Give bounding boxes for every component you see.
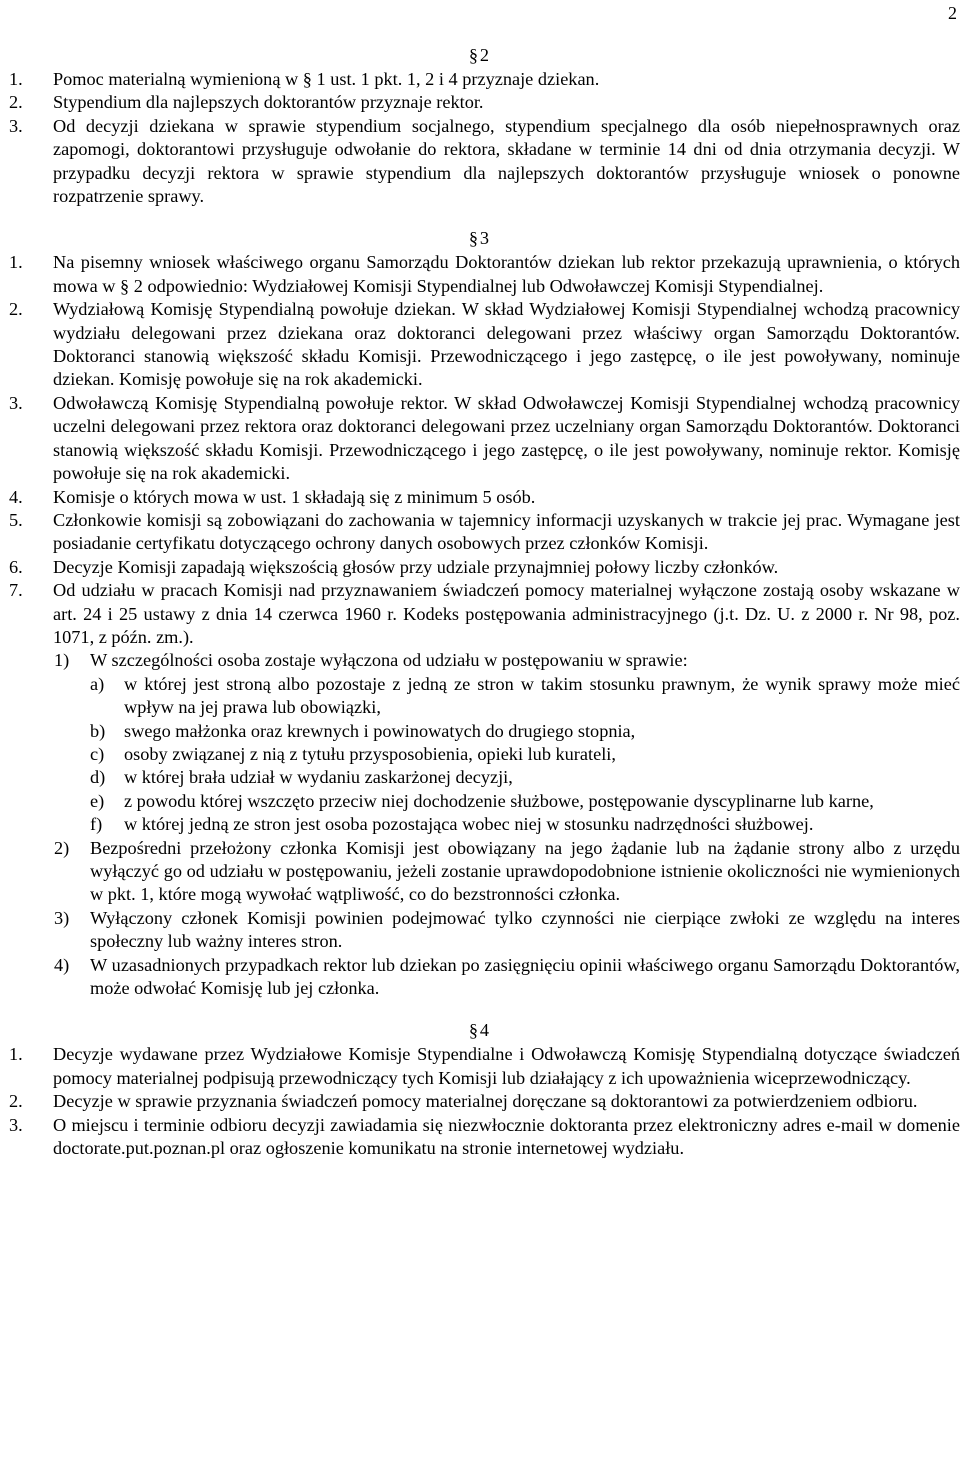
item-number: 4. [9, 486, 23, 507]
section-number: 4 [479, 1020, 490, 1041]
list-item [9, 579, 960, 649]
item-number: 1. [9, 1044, 23, 1065]
section-heading: § 2 [9, 44, 960, 68]
point-item [54, 907, 960, 954]
list-item [9, 1043, 960, 1090]
item-number: 1. [9, 69, 23, 89]
item-text: O miejscu i terminie odbioru decyzji zawiadamia się niezwłocznie doktoranta przez elektroniczny adres e-mail w domenie doctorate.put.poznan.pl oraz ogłoszenie komunikatu na stronie internetowej wydziału. [53, 1114, 960, 1159]
item-text: Stypendium dla najlepszych doktorantów przyznaje rektor. [53, 92, 484, 113]
point-number: 4) [54, 954, 70, 975]
item-text: Decyzje wydawane przez Wydziałowe Komisje Stypendialne i Odwoławczą Komisję Stypendialną dotyczące świadczeń pomocy materialnej podpisują przewodniczący tych Komisji lub działający z ich upoważnienia wiceprzewodniczący. [53, 1044, 960, 1088]
list-item [9, 556, 960, 579]
letter-item [90, 743, 960, 766]
list-item [9, 486, 960, 509]
item-text: Na pisemny wniosek właściwego organu Samorządu Doktorantów dziekan lub rektor przekazują uprawnienia, o których mowa w § 2 odpowiednio: Wydziałowej Komisji Stypendialnej lub Odwoławczej Komisji Stypendialnej. [53, 252, 960, 296]
letter-item [90, 790, 960, 813]
item-text: Odwoławczą Komisję Stypendialną powołuje rektor. W skład Odwoławczej Komisji Stypendialnej wchodzą pracownicy uczelni delegowani przez rektora oraz doktoranci delegowani przez uczelniany organ Samorządu Doktorantów. Doktoranci stanowią większość składu Komisji. Przewodniczącego i jego zastępcę, o ile jest powoływany, nominuje rektor. Komisję powołuje się na rok akademicki. [53, 392, 960, 484]
item-number: 6. [9, 556, 23, 577]
item-number: 3. [9, 115, 23, 136]
letter-text: w której jedną ze stron jest osoba pozostająca wobec niej w stosunku nadrzędności służbowej. [124, 814, 814, 835]
list-item [9, 298, 960, 392]
item-number: 2. [9, 299, 23, 320]
list-item [9, 509, 960, 556]
letter-number: f) [90, 814, 103, 835]
point-item [54, 954, 960, 1001]
letter-text: w której jest stroną albo pozostaje z jedną ze stron w takim stosunku prawnym, że wynik sprawy może mieć wpływ na jej prawa lub obowiązki, [124, 673, 960, 718]
item-text: Decyzje Komisji zapadają większością głosów przy udziale przynajmniej połowy liczby członków. [53, 556, 779, 577]
letter-text: w której brała udział w wydaniu zaskarżonej decyzji, [124, 767, 513, 788]
list-item [9, 115, 960, 209]
letter-item [90, 813, 960, 836]
letter-number: c) [90, 743, 105, 764]
item-number: 3. [9, 1114, 23, 1135]
point-text: W szczególności osoba zostaje wyłączona od udziału w postępowaniu w sprawie: [90, 650, 688, 671]
letter-item [90, 673, 960, 720]
point-item [54, 837, 960, 907]
point-number: 2) [54, 837, 70, 858]
item-text: Od udziału w pracach Komisji nad przyznawaniem świadczeń pomocy materialnej wyłączone zostają osoby wskazane w art. 24 i 25 ustawy z dnia 14 czerwca 1960 r. Kodeks postępowania administracyjnego (j.t. Dz. U. z 2000 r. Nr 98, poz. 1071, z późn. zm.). [53, 580, 960, 647]
item-number: 5. [9, 509, 23, 530]
letter-number: e) [90, 790, 105, 811]
item-text: Członkowie komisji są zobowiązani do zachowania w tajemnicy informacji uzyskanych w trakcie jej prac. Wymagane jest posiadanie certyfikatu dotyczącego ochrony danych osobowych przez członków Komisji. [53, 509, 960, 554]
letter-number: a) [90, 673, 105, 694]
item-text: Pomoc materialną wymienioną w § 1 ust. 1 pkt. 1, 2 i 4 przyznaje dziekan. [53, 69, 600, 89]
item-text: Decyzje w sprawie przyznania świadczeń pomocy materialnej doręczane są doktorantowi za potwierdzeniem odbioru. [53, 1091, 918, 1112]
list-item [9, 392, 960, 486]
section-number: 3 [479, 228, 490, 249]
point-text: Bezpośredni przełożony członka Komisji jest obowiązany na jego żądanie lub na żądanie strony albo z urzędu wyłączyć go od udziału w postępowaniu, jeżeli zostanie uprawdopodobnione istnienie okoliczności nie wymienionych w pkt. 1, które mogą wywołać wątpliwość, co do bezstronności członka. [90, 837, 960, 905]
letter-text: swego małżonka oraz krewnych i powinowatych do drugiego stopnia, [124, 720, 636, 741]
point-number: 3) [54, 907, 70, 928]
letter-number: d) [90, 767, 106, 788]
letter-text: z powodu której wszczęto przeciw niej dochodzenie służbowe, postępowanie dyscyplinarne lub karne, [124, 790, 874, 811]
point-item [54, 649, 960, 672]
item-number: 7. [9, 580, 23, 601]
item-text: Komisje o których mowa w ust. 1 składają się z minimum 5 osób. [53, 486, 536, 507]
list-item [9, 1090, 960, 1113]
list-item [9, 251, 960, 298]
point-number: 1) [54, 650, 70, 671]
point-text: Wyłączony członek Komisji powinien podejmować tylko czynności nie cierpiące zwłoki ze względu na interes społeczny lub ważny interes stron. [90, 907, 960, 952]
item-number: 1. [9, 252, 23, 273]
item-text: Od decyzji dziekana w sprawie stypendium socjalnego, stypendium specjalnego dla osób niepełnosprawnych oraz zapomogi, doktorantowi przysługuje odwołanie do rektora, składane w terminie 14 dni od dnia otrzymania decyzji. W przypadku decyzji rektora w sprawie stypendium dla najlepszych doktorantów przysługuje wniosek o ponowne rozpatrzenie sprawy. [53, 115, 960, 207]
section-number: 2 [479, 45, 490, 65]
letter-text: osoby związanej z nią z tytułu przysposobienia, opieki lub kurateli, [124, 743, 616, 764]
item-number: 2. [9, 92, 23, 113]
item-text: Wydziałową Komisję Stypendialną powołuje dziekan. W skład Wydziałowej Komisji Stypendialnej wchodzą pracownicy wydziału delegowani przez dziekana oraz doktoranci delegowani przez właściwy organ Samorządu Doktorantów. Doktoranci stanowią większość składu Komisji. Przewodniczącego i jego zastępcę, o ile jest powoływany, nominuje dziekan. Komisję powołuje się na rok akademicki. [53, 299, 960, 390]
item-number: 2. [9, 1091, 23, 1112]
section-heading: § 3 [9, 227, 960, 251]
item-number: 3. [9, 392, 23, 413]
point-text: W uzasadnionych przypadkach rektor lub dziekan po zasięgnięciu opinii właściwego organu Samorządu Doktorantów, może odwołać Komisję lub jej członka. [90, 954, 960, 999]
letter-item [90, 720, 960, 743]
list-item [9, 1114, 960, 1161]
document-body [9, 44, 960, 1160]
list-item [9, 68, 960, 91]
list-item [9, 91, 960, 114]
letter-number: b) [90, 720, 106, 741]
page-number: 2 [948, 3, 957, 23]
section-heading: § 4 [9, 1019, 960, 1043]
letter-item [90, 766, 960, 789]
